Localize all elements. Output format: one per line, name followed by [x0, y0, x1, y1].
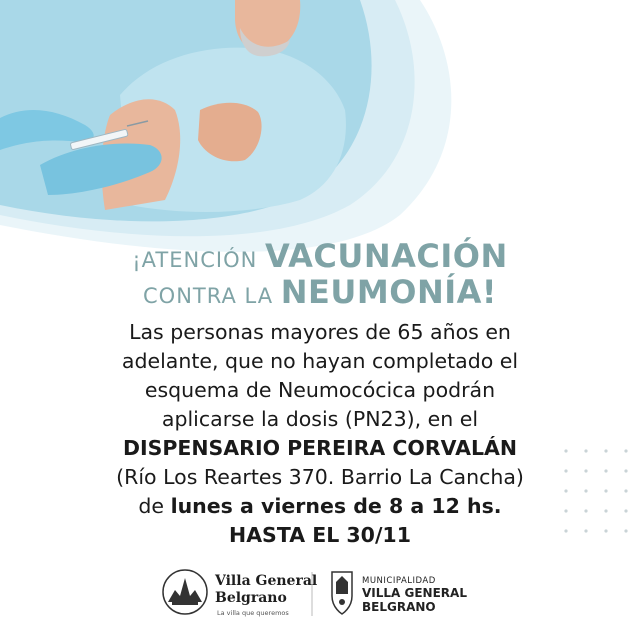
headline	[0, 237, 640, 311]
headline-line-2	[0, 273, 640, 311]
town-name-2: Belgrano	[215, 590, 287, 606]
schedule-prefix: de	[138, 494, 165, 518]
body-line-3: esquema de Neumocócica podrán	[144, 378, 496, 402]
town-tagline: La villa que queremos	[217, 609, 289, 617]
muni-line-2: VILLA GENERAL	[362, 586, 467, 600]
muni-line-1: MUNICIPALIDAD	[362, 576, 436, 586]
headline-big-2: NEUMONÍA!	[280, 273, 497, 311]
town-emblem-icon	[163, 570, 207, 614]
town-name-1: Villa General	[215, 573, 318, 589]
dot-grid-decoration	[560, 445, 640, 565]
logos-svg	[0, 560, 640, 626]
headline-prefix-2: CONTRA LA	[143, 284, 274, 308]
schedule-line	[0, 492, 640, 521]
deadline: HASTA EL 30/11	[229, 523, 411, 547]
municipal-shield-icon	[332, 572, 352, 614]
body-line-2: adelante, que no hayan completado el	[121, 349, 519, 373]
dispensary-name: DISPENSARIO PEREIRA CORVALÁN	[122, 436, 518, 460]
dispensary-address: (Río Los Reartes 370. Barrio La Cancha)	[116, 465, 524, 489]
headline-line-1	[0, 237, 640, 275]
body-line-4: aplicarse la dosis (PN23), en el	[161, 407, 479, 431]
muni-line-3: BELGRANO	[362, 600, 436, 614]
announcement-body	[0, 318, 640, 550]
schedule-days-hours: lunes a viernes de 8 a 12 hs.	[170, 494, 502, 518]
logos-footer	[0, 560, 640, 626]
body-line-1: Las personas mayores de 65 años en	[129, 320, 511, 344]
headline-prefix-1: ¡ATENCIÓN	[132, 248, 258, 272]
headline-big-1: VACUNACIÓN	[265, 237, 508, 275]
